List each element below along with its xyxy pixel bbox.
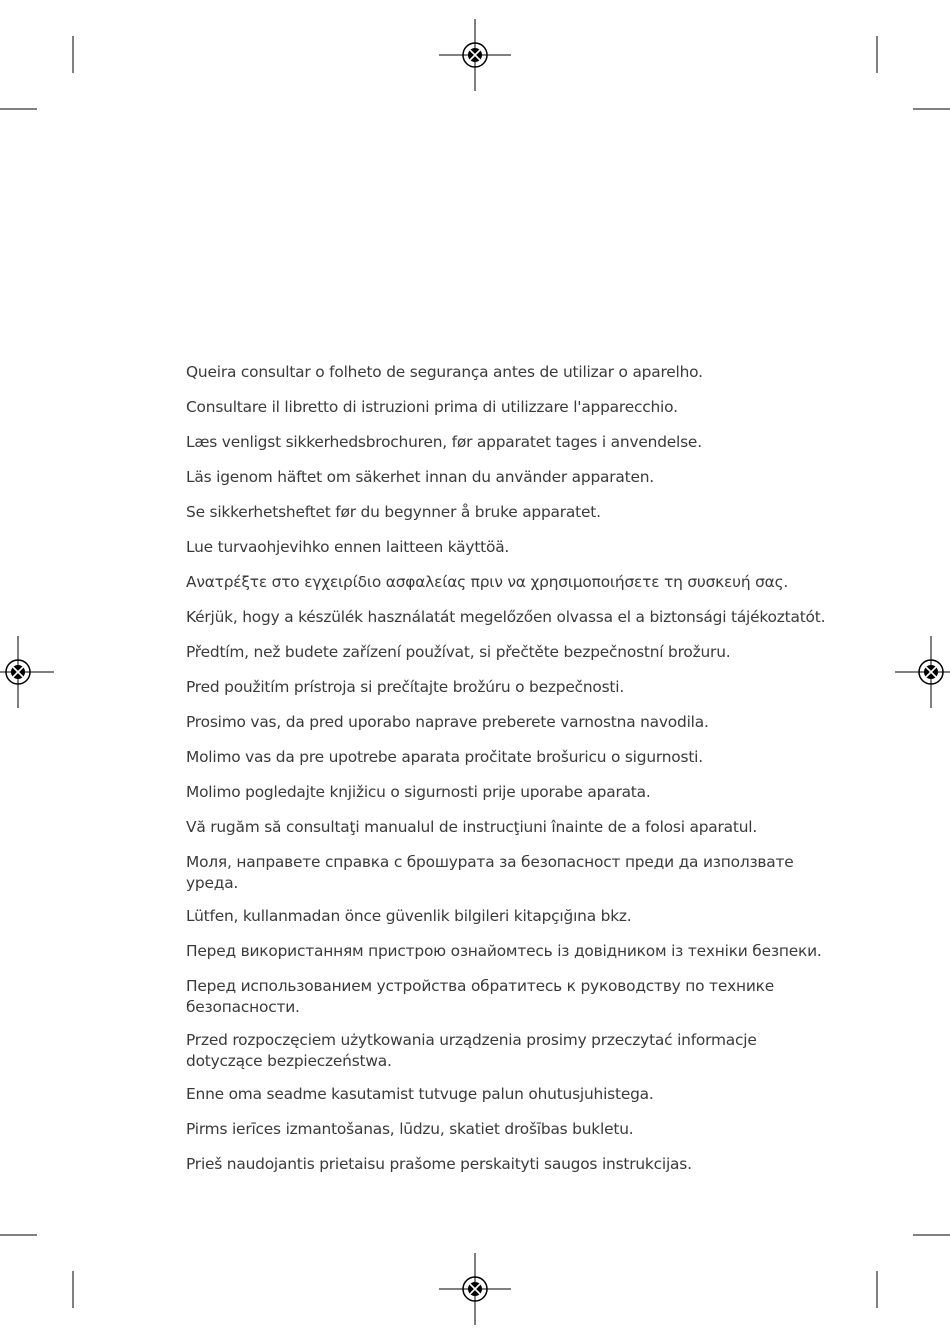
notice-latvian: Pirms ierīces izmantošanas, lūdzu, skatiet drošības bukletu.: [186, 1120, 634, 1138]
notice-portuguese: Queira consultar o folheto de segurança antes de utilizar o aparelho.: [186, 363, 703, 381]
notice-romanian: Vă rugăm să consultaţi manualul de instrucţiuni înainte de a folosi aparatul.: [186, 818, 758, 836]
notice-estonian: Enne oma seadme kasutamist tutvuge palun ohutusjuhistega.: [186, 1085, 654, 1103]
notice-ukrainian: Перед використанням пристрою ознайомтесь із довідником із техніки безпеки.: [186, 942, 822, 960]
registration-mark-icon-top: [439, 19, 511, 91]
notice-slovak: Pred použitím prístroja si prečítajte brožúru o bezpečnosti.: [186, 678, 625, 696]
registration-mark-icon-left: [0, 636, 54, 708]
notice-finnish: Lue turvaohjevihko ennen laitteen käyttöä.: [186, 538, 510, 556]
notice-hungarian: Kérjük, hogy a készülék használatát megelőzően olvassa el a biztonsági tájékoztatót.: [186, 608, 826, 626]
notice-greek: Ανατρέξτε στο εγχειρίδιο ασφαλείας πριν να χρησιμοποιήσετε τη συσκευή σας.: [186, 573, 789, 591]
registration-mark-icon-right: [895, 636, 950, 708]
notice-bulgarian: Моля, направете справка с брошурата за безопасност преди да използвате уреда.: [186, 853, 794, 892]
notice-danish: Læs venligst sikkerhedsbrochuren, før apparatet tages i anvendelse.: [186, 433, 702, 451]
notice-italian: Consultare il libretto di istruzioni prima di utilizzare l'apparecchio.: [186, 398, 678, 416]
notice-croatian: Molimo pogledajte knjižicu o sigurnosti prije uporabe aparata.: [186, 783, 651, 801]
notice-norwegian: Se sikkerhetsheftet før du begynner å bruke apparatet.: [186, 503, 601, 521]
notice-polish: Przed rozpoczęciem użytkowania urządzenia prosimy przeczytać informacje dotyczące bezpieczeństwa.: [186, 1031, 757, 1070]
notice-russian: Перед использованием устройства обратитесь к руководству по технике безопасности.: [186, 977, 775, 1016]
notice-slovenian: Prosimo vas, da pred uporabo naprave preberete varnostna navodila.: [186, 713, 709, 731]
notice-czech: Předtím, než budete zařízení používat, si přečtěte bezpečnostní brožuru.: [186, 643, 731, 661]
notice-swedish: Läs igenom häftet om säkerhet innan du använder apparaten.: [186, 468, 654, 486]
notice-turkish: Lütfen, kullanmadan önce güvenlik bilgileri kitapçığına bkz.: [186, 907, 632, 925]
notice-serbian: Molimo vas da pre upotrebe aparata pročitate brošuricu o sigurnosti.: [186, 748, 703, 766]
registration-mark-icon-bottom: [439, 1253, 511, 1325]
notice-lithuanian: Prieš naudojantis prietaisu prašome perskaityti saugos instrukcijas.: [186, 1155, 692, 1173]
safety-notice-list: [186, 362, 826, 1175]
